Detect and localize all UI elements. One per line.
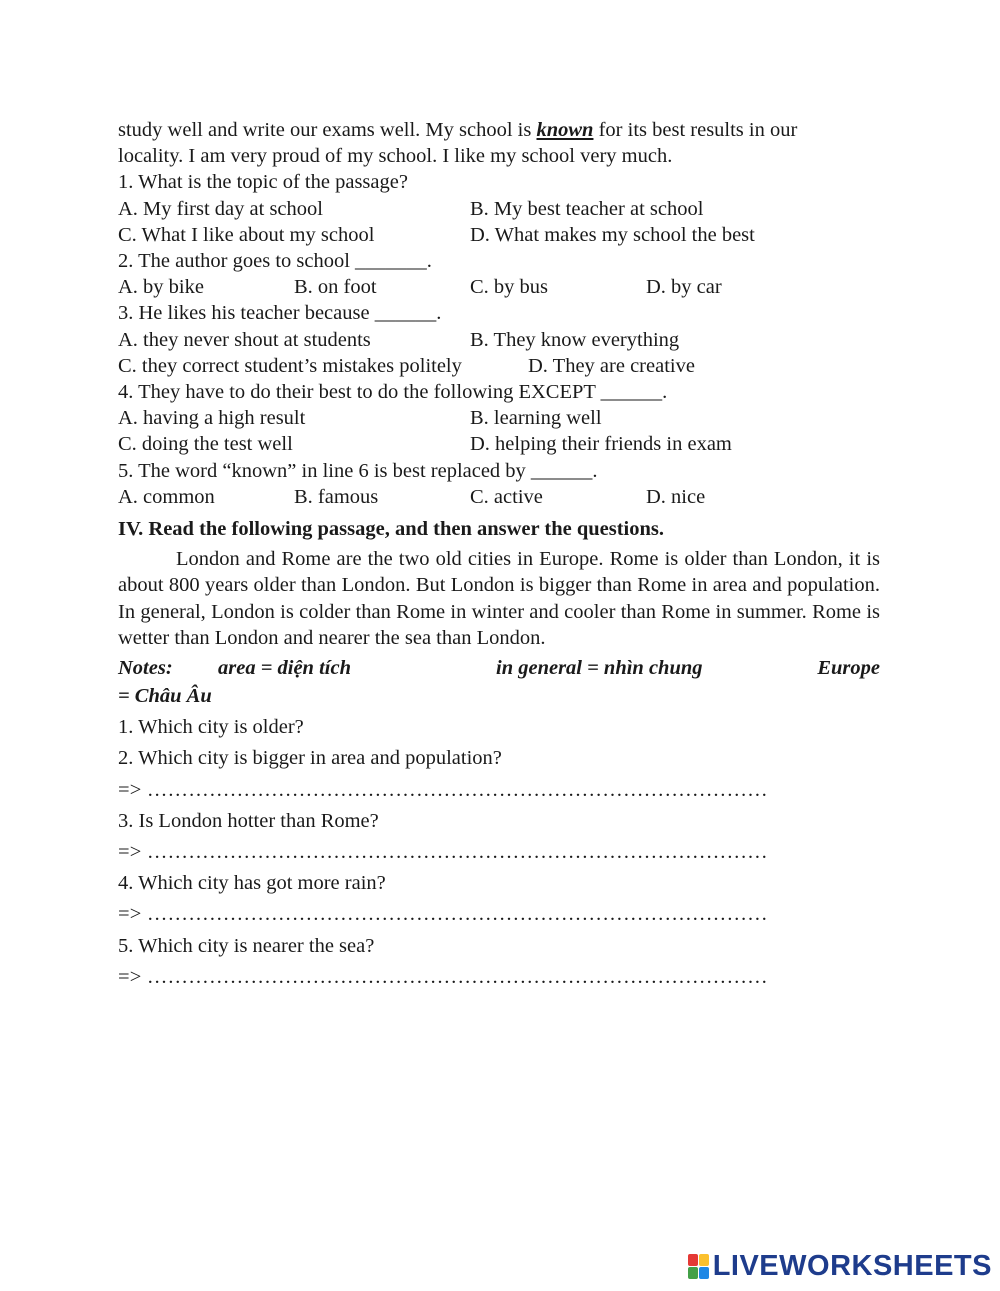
reading-passage: London and Rome are the two old cities in Europe. Rome is older than London, it is about 800 years older than London. But London is bigger than Rome in area and population. In general, London is colder than Rome in winter and cooler than Rome in summer. Rome is wetter than London and nearer the sea than London.: [118, 548, 880, 649]
option-5c: C. active: [470, 485, 543, 508]
notes-label: Notes:: [118, 656, 173, 679]
option-4b: B. learning well: [470, 407, 602, 430]
worksheet-page: [118, 117, 880, 990]
answer-line-5[interactable]: => ………………………………………………………………………………: [118, 965, 768, 988]
logo-block-red: [688, 1254, 698, 1266]
logo-block-yellow: [699, 1254, 709, 1266]
reading-question-2: 2. Which city is bigger in area and population?: [118, 747, 502, 770]
answer-line-4[interactable]: => ………………………………………………………………………………: [118, 903, 768, 926]
option-2b: B. on foot: [294, 276, 377, 299]
answer-line-3[interactable]: => ………………………………………………………………………………: [118, 840, 768, 863]
note-europe: Europe: [817, 656, 880, 679]
liveworksheets-brand: LIVEWORKSHEETS: [712, 1250, 992, 1282]
question-2: 2. The author goes to school _______.: [118, 249, 432, 272]
logo-block-blue: [699, 1267, 709, 1279]
reading-question-4: 4. Which city has got more rain?: [118, 872, 386, 895]
question-3: 3. He likes his teacher because ______.: [118, 302, 442, 325]
option-5b: B. famous: [294, 485, 379, 508]
reading-question-1: 1. Which city is older?: [118, 716, 304, 739]
option-1d: D. What makes my school the best: [470, 223, 755, 246]
logo-block-green: [688, 1267, 698, 1279]
option-1b: B. My best teacher at school: [470, 197, 704, 220]
note-in-general: in general = nhìn chung: [496, 656, 703, 679]
option-3d: D. They are creative: [528, 354, 695, 377]
section-4-heading: IV. Read the following passage, and then answer the questions.: [118, 517, 664, 540]
option-1a: A. My first day at school: [118, 197, 323, 220]
option-2d: D. by car: [646, 276, 722, 299]
note-area: area = diện tích: [218, 656, 351, 679]
option-4d: D. helping their friends in exam: [470, 433, 732, 456]
question-5: 5. The word “known” in line 6 is best replaced by ______.: [118, 459, 598, 482]
liveworksheets-footer: [688, 1250, 992, 1283]
passage-line-1: study well and write our exams well. My school is known for its best results in our: [118, 119, 798, 141]
answer-line-2[interactable]: => ………………………………………………………………………………: [118, 778, 768, 801]
option-5a: A. common: [118, 485, 215, 508]
notes-row: [118, 655, 880, 683]
question-1: 1. What is the topic of the passage?: [118, 171, 408, 194]
option-3c: C. they correct student’s mistakes politely: [118, 354, 462, 377]
passage-line-2: locality. I am very proud of my school. I like my school very much.: [118, 145, 673, 168]
note-europe-meaning: = Châu Âu: [118, 684, 212, 707]
option-4c: C. doing the test well: [118, 433, 293, 456]
option-5d: D. nice: [646, 485, 706, 508]
reading-question-5: 5. Which city is nearer the sea?: [118, 934, 375, 957]
option-3b: B. They know everything: [470, 328, 680, 351]
option-2a: A. by bike: [118, 276, 204, 299]
liveworksheets-logo-icon: [688, 1254, 709, 1279]
option-3a: A. they never shout at students: [118, 328, 371, 351]
option-1c: C. What I like about my school: [118, 223, 375, 246]
option-4a: A. having a high result: [118, 407, 306, 430]
option-2c: C. by bus: [470, 276, 549, 299]
reading-question-3: 3. Is London hotter than Rome?: [118, 809, 379, 832]
keyword-known: known: [536, 119, 594, 141]
question-4: 4. They have to do their best to do the following EXCEPT ______.: [118, 380, 668, 403]
